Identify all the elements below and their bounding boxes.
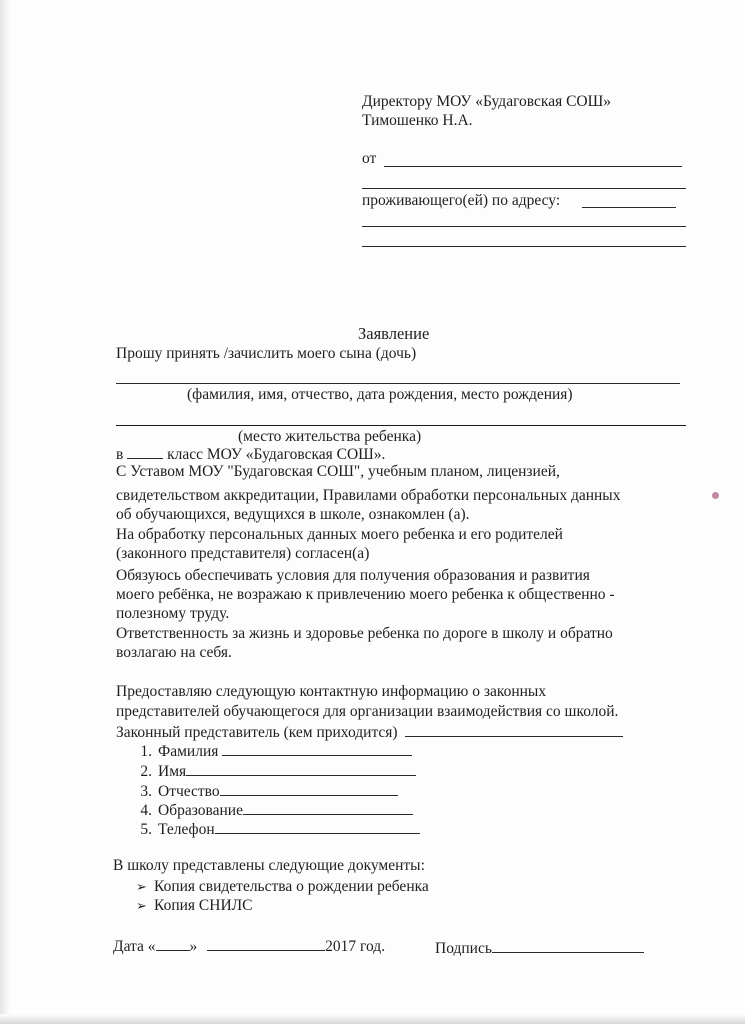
documents-intro: В школу представлены следующие документы: [113,857,425,874]
legal-representative-field[interactable] [405,722,623,737]
class-prefix: в [116,446,124,463]
field-label: Телефон [158,821,215,838]
date-month-field[interactable] [207,936,325,951]
contact-line: представителей обучающегося для организации взаимодействия со школой. [116,703,619,720]
document-item [136,897,253,915]
field-label: Имя [158,763,187,780]
document-label: Копия СНИЛС [154,897,253,914]
body-line: возлагаю на себя. [116,644,232,661]
body-line: полезному труду. [116,605,230,622]
contact-line: Предоставляю следующую контактную информацию о законных [116,683,547,700]
date-day-field[interactable] [156,936,190,951]
signature-field[interactable] [492,938,644,953]
addressee: Директору МОУ «Будаговская СОШ» [362,93,611,110]
class-suffix: класс МОУ «Будаговская СОШ». [167,446,386,463]
name-field[interactable] [186,761,416,776]
date-label: Дата « [113,938,156,955]
date-year: 2017 год. [325,938,386,955]
document-title: Заявление [358,324,430,343]
date-close: » [189,938,198,955]
field-row [130,781,398,801]
body-line: С Уставом МОУ "Будаговская СОШ", учебным планом, лицензией, [116,463,560,480]
residing-label: проживающего(ей) по адресу: [362,192,561,209]
field-row [130,761,416,781]
arrow-bullet-icon: ➢ [136,898,147,913]
child-info-caption: (фамилия, имя, отчество, дата рождения, место рождения) [187,386,573,403]
scan-edge-bottom [0,1014,745,1024]
field-number: 3. [140,783,152,800]
field-number: 5. [140,821,152,838]
residence-line[interactable] [116,425,686,426]
body-line: (законного представителя) согласен(а) [116,545,370,562]
body-line: Обязуюсь обеспечивать условия для получения образования и развития [116,567,590,584]
from-label: от [362,150,377,167]
body-line: свидетельством аккредитации, Правилами обработки персональных данных [116,487,621,504]
field-row [130,741,412,761]
education-field[interactable] [243,800,413,815]
from-line[interactable] [384,166,682,167]
document-label: Копия свидетельства о рождении ребенка [154,878,429,895]
body-line: моего ребёнка, не возражаю к привлечению моего ребенка к общественно - [116,586,615,603]
field-label: Фамилия [158,743,219,760]
scan-edge-left [0,0,10,1024]
signature-line [435,938,644,958]
legal-representative-line [116,722,623,742]
class-number-field[interactable] [127,444,163,459]
document-item [136,878,429,896]
surname-field[interactable] [222,741,412,756]
class-line [116,444,385,464]
field-row [130,800,413,820]
request-line: Прошу принять /зачислить моего сына (дочь) [116,345,417,362]
ink-spot [712,492,719,499]
address-line-2[interactable] [362,226,686,227]
legal-representative-label: Законный представитель (кем приходится) [116,724,398,741]
date-line [113,936,385,956]
patronymic-field[interactable] [220,781,398,796]
child-info-line[interactable] [116,383,680,384]
field-row [130,819,420,839]
field-number: 2. [140,763,152,780]
address-line[interactable] [582,207,676,208]
field-label: Отчество [158,783,220,800]
arrow-bullet-icon: ➢ [136,879,147,894]
signature-label: Подпись [435,940,492,957]
field-label: Образование [158,802,243,819]
body-line: На обработку персональных данных моего ребенка и его родителей [116,526,563,543]
body-line: Ответственность за жизнь и здоровье ребенка по дороге в школу и обратно [116,625,613,642]
field-number: 4. [140,802,152,819]
body-line: об обучающихся, ведущихся в школе, ознакомлен (а). [116,506,470,523]
address-line-3[interactable] [362,246,686,247]
field-number: 1. [140,743,152,760]
phone-field[interactable] [215,819,420,834]
director-name: Тимошенко Н.А. [362,112,473,129]
from-line-2[interactable] [362,188,686,189]
residence-caption: (место жительства ребенка) [238,428,422,445]
